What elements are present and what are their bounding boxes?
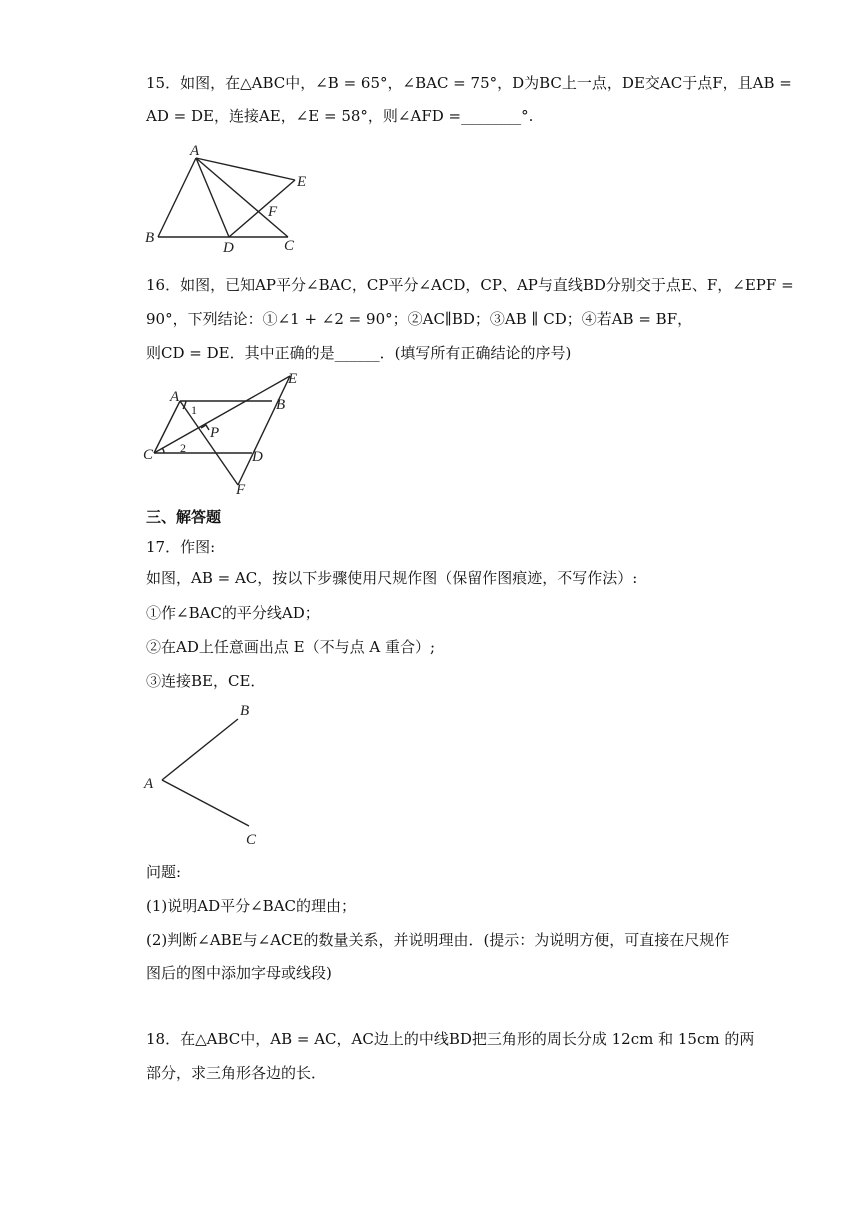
q15-text-line2: AD = DE，连接AE，∠E = 58°，则∠AFD =________°. <box>146 107 534 125</box>
q17-step1: ①作∠BAC的平分线AD； <box>146 604 320 622</box>
q17-label-b: B <box>240 703 250 719</box>
q15-figure <box>140 140 330 255</box>
q17-step3: ③连接BE，CE． <box>146 672 266 690</box>
q17-figure <box>140 698 280 848</box>
q16-figure <box>140 368 315 498</box>
q16-text-line1: 16．如图，已知AP平分∠BAC，CP平分∠ACD，CP、AP与直线BD分别交于点E、F，∠EPF = <box>146 276 794 294</box>
q16-label-d: D <box>252 449 263 465</box>
section-title: 三、解答题 <box>146 508 222 526</box>
q16-label-p: P <box>210 425 220 441</box>
q16-label-c: C <box>143 447 154 463</box>
q16-angle-2: 2 <box>180 441 186 455</box>
q16-text-line3: 则CD = DE．其中正确的是______．(填写所有正确结论的序号) <box>146 344 572 362</box>
q17-subquestion-1: (1)说明AD平分∠BAC的理由； <box>146 897 357 915</box>
q17-question-label: 问题: <box>146 863 182 881</box>
q16-label-a: A <box>170 389 180 405</box>
q17-intro: 如图，AB = AC，按以下步骤使用尺规作图（保留作图痕迹，不写作法）: <box>146 569 638 587</box>
q17-label-a: A <box>144 776 154 792</box>
q18-text-line2: 部分，求三角形各边的长． <box>146 1064 327 1082</box>
q15-label-e: E <box>297 174 307 190</box>
q17-subquestion-2-line1: (2)判断∠ABE与∠ACE的数量关系，并说明理由．(提示：为说明方便，可直接在尺规作 <box>146 931 730 949</box>
q16-label-f: F <box>236 482 246 498</box>
q15-label-a: A <box>190 143 200 159</box>
q17-heading: 17．作图: <box>146 538 216 556</box>
q15-label-d: D <box>223 240 234 256</box>
q15-text-line1: 15．如图，在△ABC中，∠B = 65°，∠BAC = 75°，D为BC上一点，DE交AC于点F，且AB = <box>146 74 792 92</box>
q17-label-c: C <box>246 832 257 848</box>
q15-label-b: B <box>145 230 155 246</box>
q15-label-c: C <box>284 238 295 254</box>
q18-text-line1: 18．在△ABC中，AB = AC，AC边上的中线BD把三角形的周长分成 12cm 和 15cm 的两 <box>146 1030 755 1048</box>
q16-label-b: B <box>276 397 286 413</box>
q16-text-line2: 90°，下列结论：①∠1 + ∠2 = 90°；②AC∥BD；③AB ∥ CD；④若AB = BF， <box>146 310 693 328</box>
q16-angle-1: 1 <box>191 403 197 417</box>
q15-label-f: F <box>268 204 278 220</box>
q17-subquestion-2-line2: 图后的图中添加字母或线段) <box>146 964 332 982</box>
q16-label-e: E <box>288 371 298 387</box>
q17-step2: ②在AD上任意画出点 E（不与点 A 重合）; <box>146 638 436 656</box>
